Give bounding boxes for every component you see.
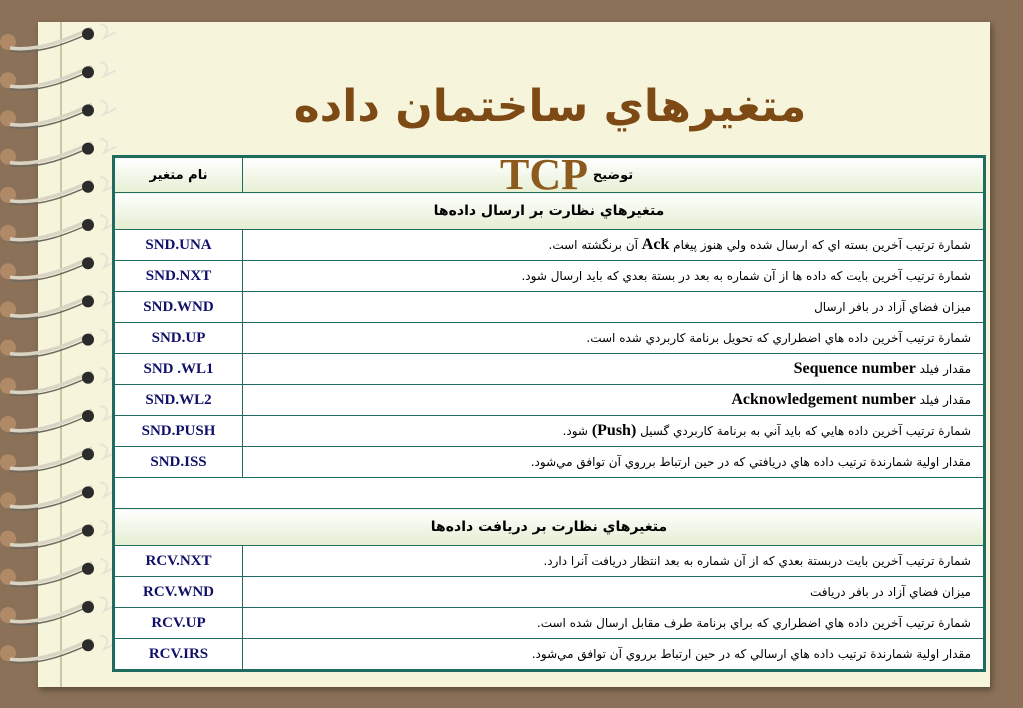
ring-knob — [82, 410, 94, 422]
ring-knob — [82, 181, 94, 193]
spiral-ring — [0, 139, 116, 167]
ring-wire — [10, 448, 92, 469]
ring-wire — [10, 563, 92, 584]
description-term: Sequence number — [793, 360, 916, 377]
variable-name: SND .WL1 — [114, 354, 243, 385]
ring-wire — [10, 295, 92, 316]
description-term: Ack — [641, 236, 670, 253]
send-section-title: متغيرهاي نظارت بر ارسال داده‌ها — [114, 193, 985, 230]
receive-section-title: متغيرهاي نظارت بر دريافت داده‌ها — [114, 509, 985, 546]
ring-wire — [10, 410, 92, 431]
spiral-ring — [0, 24, 116, 52]
ring-knob — [82, 601, 94, 613]
variable-description — [243, 416, 985, 447]
spiral-ring — [0, 406, 116, 434]
ring-wire — [10, 601, 92, 622]
ring-knob — [82, 143, 94, 155]
description-term: (Push) — [591, 422, 637, 439]
variable-name: SND.NXT — [114, 261, 243, 292]
variable-description — [243, 385, 985, 416]
header-description: توضيح — [243, 157, 985, 193]
description-text: مقدار فيلد — [915, 393, 971, 407]
ring-knob — [82, 525, 94, 537]
spiral-ring — [0, 482, 116, 510]
variable-description — [243, 608, 985, 639]
ring-knob — [82, 639, 94, 651]
ring-knob — [82, 448, 94, 460]
variable-name: SND.WND — [114, 292, 243, 323]
ring-wire — [10, 334, 92, 355]
variable-description — [243, 577, 985, 608]
table-row — [114, 608, 985, 639]
table-row — [114, 416, 985, 447]
table-row — [114, 385, 985, 416]
description-text: شمارة ترتيب آخرين بايت دربستة بعدي كه از آن شماره به بعد انتظار دريافت آنرا دارد. — [543, 554, 971, 568]
ring-knob — [82, 66, 94, 78]
spiral-ring — [0, 444, 116, 472]
ring-wire — [10, 257, 92, 278]
variable-name: SND.UNA — [114, 230, 243, 261]
description-text: شمارة ترتيب آخرين داده هاي اضطراري كه تحويل برنامة كاربردي شده است. — [586, 331, 971, 345]
variable-description — [243, 447, 985, 478]
spiral-ring — [0, 253, 116, 281]
description-text: شمارة ترتيب آخرين بسته اي كه ارسال شده ولي هنوز پيغام — [669, 238, 971, 252]
ring-wire — [10, 486, 92, 507]
variable-description — [243, 230, 985, 261]
table-row — [114, 230, 985, 261]
ring-wire — [10, 639, 92, 660]
ring-hook — [100, 100, 116, 114]
table-row — [114, 292, 985, 323]
ring-hook — [100, 24, 116, 38]
table-row — [114, 261, 985, 292]
spiral-ring — [0, 368, 116, 396]
spiral-ring — [0, 559, 116, 587]
spiral-ring — [0, 215, 116, 243]
variable-name: RCV.NXT — [114, 546, 243, 577]
description-text: شمارة ترتيب آخرين داده هاي اضطراري كه براي برنامة طرف مقابل ارسال شده است. — [536, 616, 971, 630]
ring-knob — [82, 295, 94, 307]
ring-hook — [100, 62, 116, 76]
ring-wire — [10, 143, 92, 164]
spiral-binding — [0, 0, 130, 708]
description-text-end: شود. — [562, 424, 592, 438]
variable-description — [243, 639, 985, 671]
table-row — [114, 577, 985, 608]
spiral-ring — [0, 635, 116, 663]
tcp-label: TCP — [500, 150, 588, 199]
description-text: مقدار اولية شمارندة ترتيب داده هاي دريافتي كه در حين ارتباط برروي آن توافق مي‌شود. — [530, 455, 971, 469]
variable-name: SND.PUSH — [114, 416, 243, 447]
ring-wire — [10, 219, 92, 240]
spiral-ring — [0, 291, 116, 319]
spiral-ring — [0, 62, 116, 90]
spacer-cell — [114, 478, 985, 509]
variable-description — [243, 292, 985, 323]
description-text: مقدار اولية شمارندة ترتيب داده هاي ارسالي كه در حين ارتباط برروي آن توافق مي‌شود. — [531, 647, 971, 661]
variable-name: RCV.WND — [114, 577, 243, 608]
ring-knob — [82, 334, 94, 346]
variable-description — [243, 261, 985, 292]
ring-wire — [10, 372, 92, 393]
spacer-row — [114, 478, 985, 509]
variables-table — [112, 155, 986, 672]
variable-name: SND.UP — [114, 323, 243, 354]
table-row — [114, 639, 985, 671]
header-name: نام متغير — [114, 157, 243, 193]
spiral-ring — [0, 330, 116, 358]
table-row — [114, 323, 985, 354]
ring-knob — [82, 257, 94, 269]
ring-wire — [10, 28, 92, 49]
ring-wire — [10, 525, 92, 546]
receive-section-row — [114, 509, 985, 546]
ring-knob — [82, 28, 94, 40]
spiral-ring — [0, 177, 116, 205]
variable-name: RCV.UP — [114, 608, 243, 639]
description-term: Acknowledgement number — [731, 391, 916, 408]
table-row — [114, 354, 985, 385]
variable-description — [243, 546, 985, 577]
description-text: ميزان فضاي آزاد در بافر دريافت — [809, 585, 971, 599]
slide-title: متغيرهاي ساختمان داده — [293, 81, 807, 132]
ring-knob — [82, 563, 94, 575]
variable-description — [243, 354, 985, 385]
table-row — [114, 546, 985, 577]
ring-knob — [82, 104, 94, 116]
description-text: ميزان فضاي آزاد در بافر ارسال — [814, 300, 971, 314]
table-row — [114, 447, 985, 478]
ring-wire — [10, 104, 92, 125]
ring-knob — [82, 219, 94, 231]
description-text-end: آن برنگشته است. — [548, 238, 642, 252]
ring-knob — [82, 372, 94, 384]
ring-wire — [10, 181, 92, 202]
spiral-ring — [0, 100, 116, 128]
spiral-ring — [0, 521, 116, 549]
spiral-ring — [0, 597, 116, 625]
variable-name: SND.ISS — [114, 447, 243, 478]
description-text: شمارة ترتيب آخرين بايت كه داده ها از آن شماره به بعد در بستة بعدي كه بايد ارسال شود. — [521, 269, 971, 283]
description-text: شمارة ترتيب آخرين داده هايي كه بايد آني به برنامة كاربردي گسيل — [636, 424, 971, 438]
variable-description — [243, 323, 985, 354]
ring-knob — [82, 486, 94, 498]
ring-hook — [100, 139, 116, 153]
description-text: مقدار فيلد — [915, 362, 971, 376]
variable-name: SND.WL2 — [114, 385, 243, 416]
variable-name: RCV.IRS — [114, 639, 243, 671]
ring-wire — [10, 66, 92, 87]
